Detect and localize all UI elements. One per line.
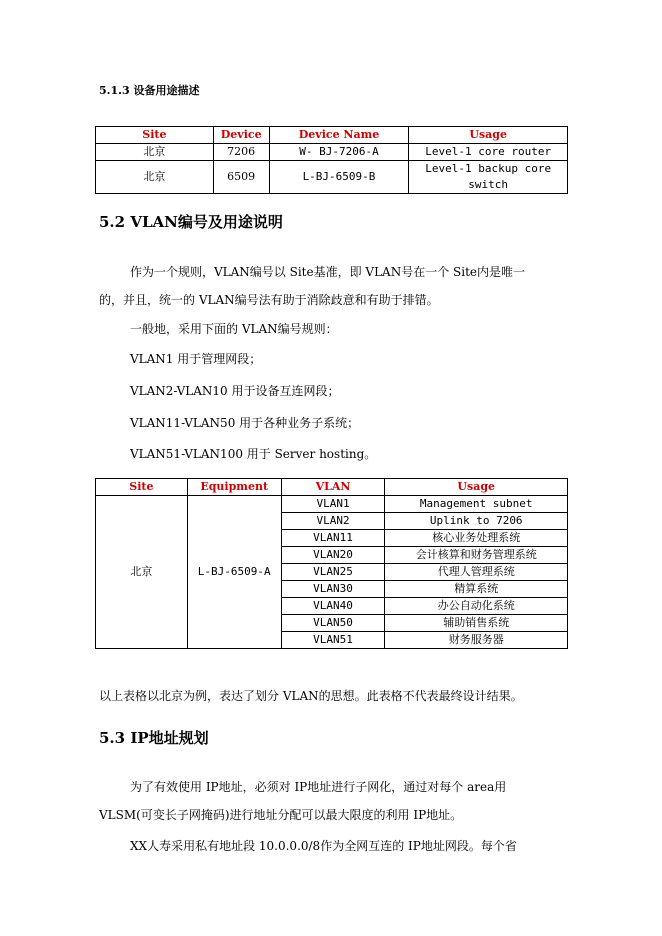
section-5-1-3-heading: 5.1.3 设备用途描述 bbox=[99, 84, 200, 97]
cell-device: 7206 bbox=[213, 144, 269, 161]
vlan-rule-3: VLAN11-VLAN50 用于各种业务子系统； bbox=[130, 416, 360, 430]
vlan-rule-4: VLAN51-VLAN100 用于 Server hosting。 bbox=[130, 447, 377, 461]
header-device-name: Device Name bbox=[269, 127, 409, 144]
header-device: Device bbox=[213, 127, 269, 144]
paragraph-line: VLSM(可变长子网掩码)进行地址分配可以最大限度的利用 IP地址。 bbox=[99, 808, 463, 822]
table-row bbox=[96, 161, 568, 194]
cell-site: 北京 bbox=[96, 144, 214, 161]
table-note: 以上表格以北京为例，表达了划分 VLAN的思想。此表格不代表最终设计结果。 bbox=[99, 689, 523, 703]
cell-usage: Level-1 backup core switch bbox=[409, 161, 568, 194]
vlan-rule-2: VLAN2-VLAN10 用于设备互连网段； bbox=[130, 384, 340, 398]
cell-usage: 辅助销售系统 bbox=[385, 615, 568, 632]
cell-usage: 财务服务器 bbox=[385, 632, 568, 649]
header-vlan: VLAN bbox=[281, 479, 385, 496]
header-usage: Usage bbox=[409, 127, 568, 144]
cell-vlan: VLAN20 bbox=[281, 547, 385, 564]
table-header-row bbox=[96, 479, 568, 496]
paragraph-line: 为了有效使用 IP地址，必须对 IP地址进行子网化，通过对每个 area用 bbox=[130, 780, 507, 794]
header-equipment: Equipment bbox=[187, 479, 281, 496]
cell-usage: 会计核算和财务管理系统 bbox=[385, 547, 568, 564]
cell-vlan: VLAN30 bbox=[281, 581, 385, 598]
vlan-usage-table bbox=[95, 478, 568, 649]
cell-vlan: VLAN50 bbox=[281, 615, 385, 632]
cell-device: 6509 bbox=[213, 161, 269, 194]
paragraph-line: 的，并且，统一的 VLAN编号法有助于消除歧意和有助于排错。 bbox=[99, 293, 439, 307]
cell-vlan: VLAN1 bbox=[281, 496, 385, 513]
table-row bbox=[96, 144, 568, 161]
section-5-3-heading: 5.3 IP地址规划 bbox=[99, 729, 209, 747]
header-site: Site bbox=[96, 127, 214, 144]
cell-usage: Management subnet bbox=[385, 496, 568, 513]
paragraph-line: 一般地，采用下面的 VLAN编号规则： bbox=[130, 322, 338, 336]
cell-device-name: L-BJ-6509-B bbox=[269, 161, 409, 194]
section-5-2-heading: 5.2 VLAN编号及用途说明 bbox=[99, 213, 283, 231]
cell-usage: 精算系统 bbox=[385, 581, 568, 598]
cell-vlan: VLAN51 bbox=[281, 632, 385, 649]
cell-usage: Level-1 core router bbox=[409, 144, 568, 161]
cell-site: 北京 bbox=[96, 161, 214, 194]
paragraph-line: XX人寿采用私有地址段 10.0.0.0/8作为全网互连的 IP地址网段。每个省 bbox=[130, 839, 517, 853]
cell-usage: 代理人管理系统 bbox=[385, 564, 568, 581]
cell-site: 北京 bbox=[96, 496, 188, 649]
cell-vlan: VLAN11 bbox=[281, 530, 385, 547]
header-usage: Usage bbox=[385, 479, 568, 496]
cell-vlan: VLAN2 bbox=[281, 513, 385, 530]
header-site: Site bbox=[96, 479, 188, 496]
cell-usage: 办公自动化系统 bbox=[385, 598, 568, 615]
cell-device-name: W- BJ-7206-A bbox=[269, 144, 409, 161]
table-header-row bbox=[96, 127, 568, 144]
cell-usage: 核心业务处理系统 bbox=[385, 530, 568, 547]
table-row bbox=[96, 496, 568, 513]
vlan-rule-1: VLAN1 用于管理网段； bbox=[130, 352, 262, 366]
cell-vlan: VLAN40 bbox=[281, 598, 385, 615]
device-usage-table bbox=[95, 126, 568, 194]
paragraph-line: 作为一个规则，VLAN编号以 Site基准，即 VLAN号在一个 Site内是唯一 bbox=[130, 265, 526, 279]
cell-equipment: L-BJ-6509-A bbox=[187, 496, 281, 649]
cell-vlan: VLAN25 bbox=[281, 564, 385, 581]
cell-usage: Uplink to 7206 bbox=[385, 513, 568, 530]
